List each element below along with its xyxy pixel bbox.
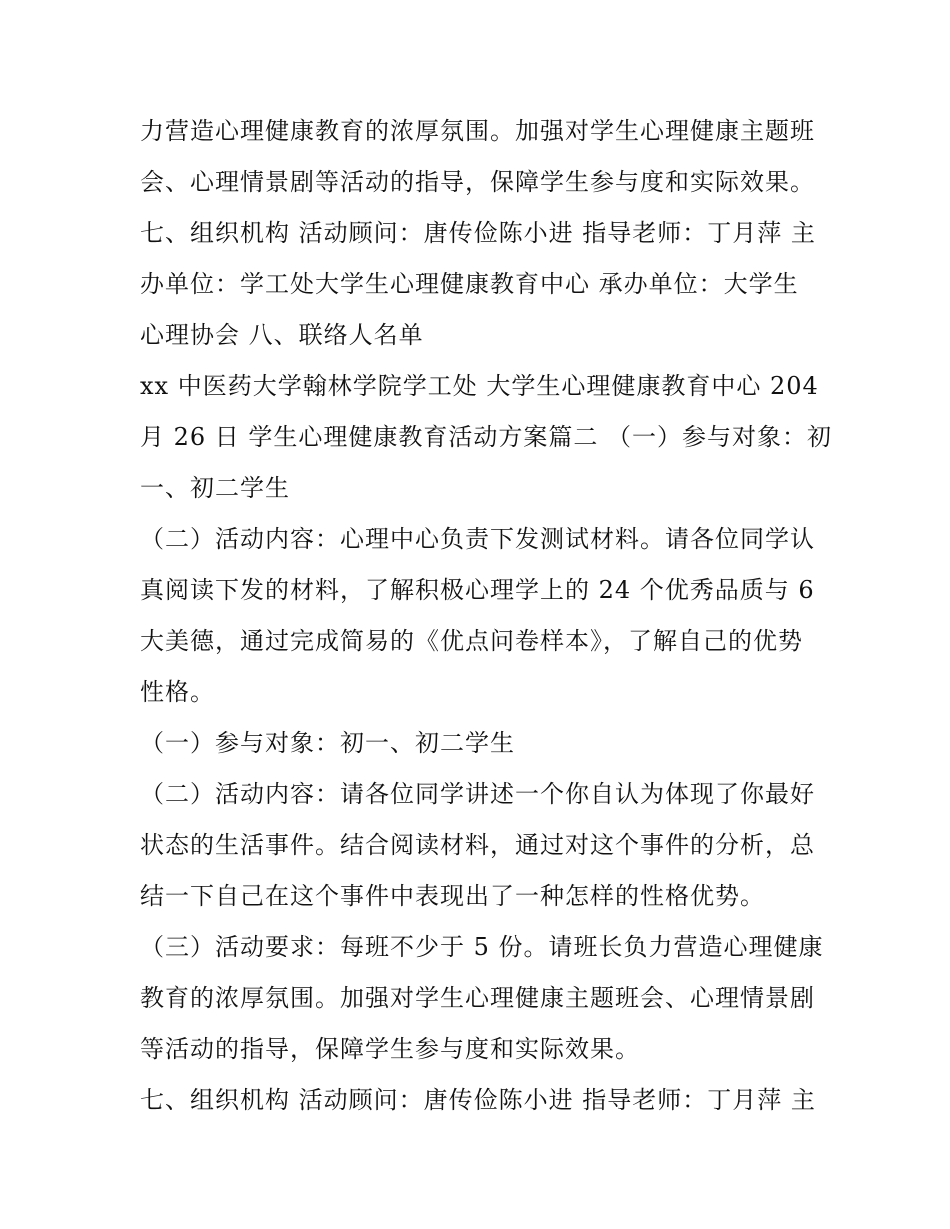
text-line: 大美德，通过完成简易的《优点问卷样本》，了解自己的优势 (140, 627, 803, 655)
text-line: 七、组织机构 活动顾问：唐传俭陈小进 指导老师：丁月萍 主 (140, 1086, 816, 1114)
text-line: 一、初二学生 (140, 474, 290, 502)
text-line: 力营造心理健康教育的浓厚氛围。加强对学生心理健康主题班 (140, 117, 815, 145)
text-line: xx 中医药大学翰林学院学工处 大学生心理健康教育中心 204 (140, 372, 819, 400)
text-line: 真阅读下发的材料，了解积极心理学上的 24 个优秀品质与 6 (140, 576, 815, 604)
text-line: 等活动的指导，保障学生参与度和实际效果。 (140, 1035, 640, 1063)
text-line: 会、心理情景剧等活动的指导，保障学生参与度和实际效果。 (140, 168, 815, 196)
text-line: 性格。 (140, 678, 215, 706)
text-line: 心理协会 八、联络人名单 (140, 321, 424, 349)
text-line: （三）活动要求：每班不少于 5 份。请班长负力营造心理健康 (140, 933, 824, 961)
text-line: （二）活动内容：请各位同学讲述一个你自认为体现了你最好 (140, 780, 815, 808)
text-line: （一）参与对象：初一、初二学生 (140, 729, 515, 757)
document-body (140, 106, 833, 1126)
text-line: 结一下自己在这个事件中表现出了一种怎样的性格优势。 (140, 882, 765, 910)
text-line: （二）活动内容：心理中心负责下发测试材料。请各位同学认 (140, 525, 815, 553)
text-line: 七、组织机构 活动顾问：唐传俭陈小进 指导老师：丁月萍 主 (140, 219, 816, 247)
text-line: 教育的浓厚氛围。加强对学生心理健康主题班会、心理情景剧 (140, 984, 815, 1012)
text-line: 状态的生活事件。结合阅读材料，通过对这个事件的分析，总 (140, 831, 815, 859)
text-line: 月 26 日 学生心理健康教育活动方案篇二 （一）参与对象：初 (140, 423, 833, 451)
text-line: 办单位：学工处大学生心理健康教育中心 承办单位：大学生 (140, 270, 799, 298)
